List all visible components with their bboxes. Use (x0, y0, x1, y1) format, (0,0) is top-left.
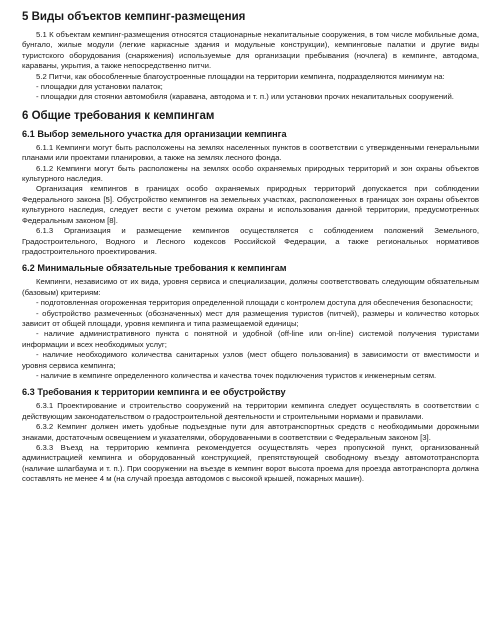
section-5-title: 5 Виды объектов кемпинг-размещения (22, 11, 246, 23)
subsection-6-3-title: 6.3 Требования к территории кемпинга и ее обустройству (22, 387, 286, 398)
paragraph-6-3-3: 6.3.3 Въезд на территорию кемпинга рекомендуется осуществлять через пропускной пункт, организованный администрацией кемпинга и оборудованный конструкцией, препятствующей свободному въезду автомототранспорта (наличие шлагбаума и т. п.). При сооружении на въезде в кемпинг ворот высота проема для проезда автотранспорта должна составлять не менее 4 м (на случай проезда автодомов с высокой крышей, пожарных машин). (22, 443, 479, 484)
paragraph-5-2: 5.2 Питчи, как обособленные благоустроенные площадки на территории кемпинга, подразделяются минимум на: (36, 71, 445, 81)
paragraph-6-3-1: 6.3.1 Проектирование и строительство сооружений на территории кемпинга следует осуществлять в соответствии с действующим законодательством о градостроительной деятельности и строительными нормами и правилами. (22, 401, 479, 421)
list-item: - подготовленная огороженная территория определенной площади с контролем доступа для обеспечения безопасности; (36, 298, 473, 308)
paragraph-6-1-2-cont: Организация кемпингов в границах особо охраняемых природных территорий допускается при соблюдении Федерального закона [5]. Обустройство кемпингов на земельных участках, расположенных в границах зон охраны объектов культурного наследия, следует вести с учетом режима охраны и использования данной территории, предусмотренных Федеральным законом [8]. (22, 184, 479, 225)
paragraph-5-1: 5.1 К объектам кемпинг-размещения относятся стационарные некапитальные сооружения, в том числе мобильные дома, бунгало, жилые модули (легкие каркасные здания и модульные конструкции), кемпинговые палатки и другие виды туристского оборудования (снаряжения) используемые для организации пребывания (ночлега) в кемпинге, автодома, караваны, укрытия, а также непосредственно питчи. (22, 30, 479, 71)
paragraph-6-2: Кемпинги, независимо от их вида, уровня сервиса и специализации, должны соответствовать следующим обязательным (базовым) критериям: (22, 277, 479, 297)
list-item: - наличие административного пункта с понятной и удобной (off-line или on-line) системой получения туристами информации и всех необходимых услуг; (22, 329, 479, 349)
subsection-6-2-title: 6.2 Минимальные обязательные требования к кемпингам (22, 263, 287, 274)
section-6-title: 6 Общие требования к кемпингам (22, 109, 215, 122)
list-item: - наличие в кемпинге определенного количества и качества точек подключения туристов к инженерным сетям. (36, 370, 437, 380)
list-item: - наличие необходимого количества санитарных узлов (мест общего пользования) в зависимости от вместимости и уровня сервиса кемпинга; (22, 350, 479, 370)
list-item: - обустройство размеченных (обозначенных) мест для размещения туристов (питчей), размеры и количество которых зависит от общей площади, уровня кемпинга и типа размещаемой единицы; (22, 308, 479, 328)
paragraph-6-1-1: 6.1.1 Кемпинги могут быть расположены на землях населенных пунктов в соответствии с утвержденными генеральными планами или проектами планировки, а также на землях лесного фонда. (22, 142, 479, 163)
list-item: - площадки для стоянки автомобиля (каравана, автодома и т. п.) или установки прочих некапитальных сооружений. (36, 92, 454, 102)
paragraph-6-1-2: 6.1.2 Кемпинги могут быть расположены на землях особо охраняемых природных территорий и зон охраны объектов культурного наследия. (22, 163, 479, 184)
subsection-6-1-title: 6.1 Выбор земельного участка для организации кемпинга (22, 128, 287, 139)
paragraph-6-1-3: 6.1.3 Организация и размещение кемпингов осуществляется с соблюдением положений Земельного, Градостроительного, Водного и Лесного кодексов Российской Федерации, а также региональных нормативов градостроительного проектирования. (22, 226, 479, 256)
paragraph-6-3-2: 6.3.2 Кемпинг должен иметь удобные подъездные пути для автотранспортных средств с необходимыми дорожными знаками, достаточным освещением и указателями, оборудованными в соответствии с Федеральным законом [3]. (22, 422, 479, 442)
list-item: - площадки для установки палаток; (36, 82, 163, 92)
